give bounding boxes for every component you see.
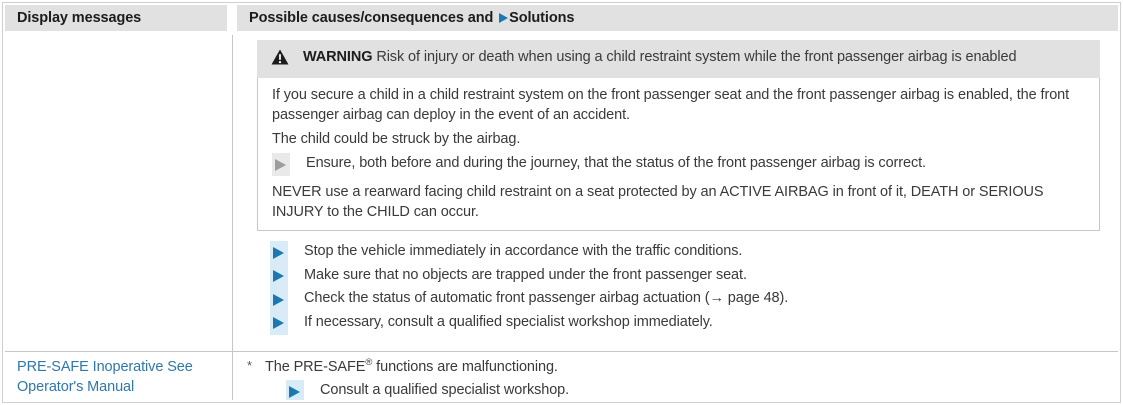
warning-paragraph: The child could be struck by the airbag. [272, 131, 521, 147]
solution-marker-strip [270, 241, 288, 265]
warning-label: WARNING [303, 49, 373, 65]
cause-text: The PRE-SAFE® functions are malfunctioning. [265, 357, 558, 375]
column-divider [232, 35, 233, 400]
warning-solution-text: Ensure, both before and during the journey, that the status of the front passenger airbag is correct. [306, 155, 926, 171]
solution-arrow-icon [273, 270, 284, 282]
table-row-pre-safe [5, 351, 1118, 400]
solution-text: Stop the vehicle immediately in accordance with the traffic conditions. [304, 243, 743, 259]
warning-solution-item [272, 153, 1085, 176]
column-header-gap [227, 5, 237, 31]
table-body [5, 35, 1118, 400]
solution-item [270, 241, 1114, 265]
solution-text: If necessary, consult a qualified specialist workshop immediately. [304, 313, 713, 330]
solution-text: Consult a qualified specialist workshop. [320, 382, 570, 398]
table-row-airbag-warning [5, 35, 1118, 351]
cause-line [247, 357, 1114, 377]
footnote-asterisk: * [247, 358, 252, 373]
solution-arrow-icon [273, 294, 284, 306]
solution-item [270, 312, 1114, 336]
solution-item [270, 288, 1114, 312]
display-message-cell [5, 357, 233, 400]
solution-marker-strip [270, 288, 288, 312]
warning-paragraph: If you secure a child in a child restraint system on the front passenger seat and the front passenger airbag is enabled, the front passenger airbag can deploy in the event of an accident. [272, 87, 1070, 123]
causes-solutions-cell [233, 357, 1118, 400]
solution-list [270, 241, 1114, 335]
column-header-display-messages [5, 5, 227, 31]
column-header-causes-solutions [237, 5, 1118, 31]
solution-text: Make sure that no objects are trapped under the front passenger seat. [304, 266, 747, 283]
solutions-header-label: Solutions [509, 10, 575, 26]
warning-triangle-icon [271, 49, 289, 71]
solution-arrow-icon [275, 159, 286, 171]
solution-arrow-icon [273, 317, 284, 329]
solution-marker-strip [272, 153, 290, 176]
solution-text-page-ref: Check the status of automatic front passenger airbag actuation (→ page 48). [304, 290, 789, 306]
solution-arrow-icon [273, 247, 284, 259]
registered-trademark-symbol: ® [365, 357, 373, 369]
table-header-row [5, 5, 1118, 31]
solution-marker-strip [286, 380, 304, 400]
warning-box-body [257, 78, 1100, 231]
solution-item [286, 380, 1114, 400]
solution-marker-strip [270, 265, 288, 289]
warning-box [257, 40, 1100, 231]
solution-arrow-icon [499, 13, 508, 23]
causes-header-label: Possible causes/consequences and [249, 10, 498, 26]
display-messages-table [2, 2, 1121, 403]
solution-marker-strip [270, 312, 288, 336]
solution-item [270, 265, 1114, 289]
solution-arrow-icon [289, 386, 300, 398]
display-message-cell-empty [5, 40, 233, 351]
warning-paragraph: NEVER use a rearward facing child restraint on a seat protected by an ACTIVE AIRBAG in front of it, DEATH or SERIOUS INJURY to the CHILD can occur. [272, 184, 1044, 220]
display-message-pre-safe-inoperative: PRE-SAFE Inoperative See Operator's Manual [17, 359, 193, 395]
causes-solutions-cell [233, 40, 1118, 351]
display-messages-header-label: Display messages [17, 10, 142, 26]
warning-headline: WARNING Risk of injury or death when using a child restraint system while the front passenger airbag is enabled [303, 49, 1017, 65]
warning-box-header [257, 40, 1100, 78]
